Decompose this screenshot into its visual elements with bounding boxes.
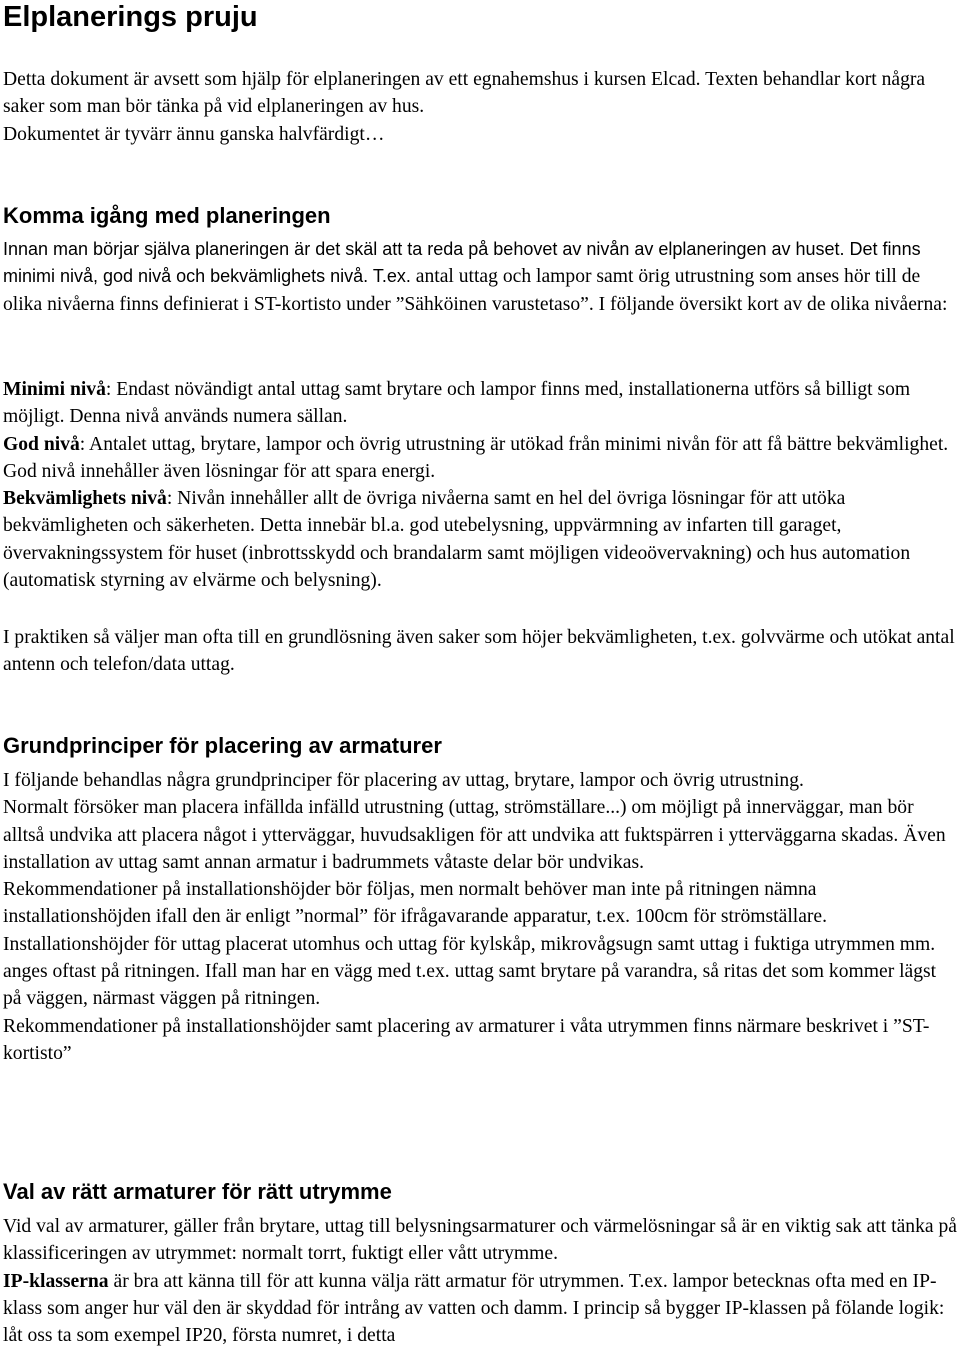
section2-paragraph: Normalt försöker man placera infällda infälld utrustning (uttag, strömställare...) om möjligt på innerväggar, man bör alltså undvika att placera något i ytterväggar, huvudsakligen för att undvika att fuktspärren i ytterväggarna skadas. Även installation av uttag samt annan armatur i badrummets våtaste delar bör undvikas.	[3, 797, 946, 873]
ip-classes-text: är bra att känna till för att kunna välja rätt armatur för utrymmen. T.ex. lampor betecknas ofta med en IP-klass som anger hur väl den är skyddad för intrång av vatten och damm. I princip så bygger IP-klassen på fölande logik: låt oss ta som exempel IP20, första numret, i detta	[3, 1270, 945, 1347]
section1-paragraph-sans-text: Innan man börjar själva planeringen är det skäl att ta reda på behovet av nivån av elplaneringen av huset. Det finns minimi nivå, god nivå och bekvämlighets nivå. T.ex.	[3, 239, 921, 287]
level-item	[3, 376, 958, 431]
level-description: : Antalet uttag, brytare, lampor och övrig utrustning är utökad från minimi nivån för att få bättre bekvämlighet. God nivå innehåller även lösningar för att spara energi.	[3, 433, 949, 482]
section1-paragraph-text: antal uttag och lampor samt örig utrustning som anses hör till de olika nivåerna finns definierat i ST-kortisto under ”Sähköinen varustetaso”. I följande översikt kort av de olika nivåerna:	[3, 266, 948, 315]
section-heading-fixture-selection: Val av rätt armaturer för rätt utrymme	[3, 1179, 392, 1204]
section2-paragraph: I följande behandlas några grundprinciper för placering av uttag, brytare, lampor och övrig utrustning.	[3, 770, 804, 791]
section-heading-getting-started: Komma igång med planeringen	[3, 203, 331, 228]
level-term: Bekvämlighets nivå	[3, 488, 167, 510]
section3-body	[3, 1213, 958, 1349]
section1-paragraph	[3, 236, 958, 318]
level-term: God nivå	[3, 433, 80, 455]
section2-body	[3, 767, 958, 1067]
intro-text: Detta dokument är avsett som hjälp för elplaneringen av ett egnahemshus i kursen Elcad. Texten behandlar kort några saker som man bör tänka på vid elplaneringen av hus.	[3, 69, 926, 118]
intro-note: Dokumentet är tyvärr ännu ganska halvfärdigt…	[3, 123, 385, 145]
level-item	[3, 431, 958, 486]
section3-paragraph	[3, 1268, 958, 1350]
level-item	[3, 485, 958, 594]
ip-classes-term: IP-klasserna	[3, 1270, 109, 1292]
level-term: Minimi nivå	[3, 379, 106, 400]
section2-paragraph: Rekommendationer på installationshöjder samt placering av armaturer i våta utrymmen finns närmare beskrivet i ”ST-kortisto”	[3, 1015, 930, 1064]
practice-paragraph: I praktiken så väljer man ofta till en grundlösning även saker som höjer bekvämligheten, t.ex. golvvärme och utökat antal antenn och telefon/data uttag.	[3, 627, 955, 676]
section2-paragraph: Rekommendationer på installationshöjder bör följas, men normalt behöver man inte på ritningen nämna installationshöjden ifall den är enligt ”normal” för ifrågavarande apparatur, t.ex. 100cm för strömställare. Installationshöjder för uttag placerat utomhus och uttag för kylskåp, mikrovågsugn samt uttag i fuktiga utrymmen mm. anges oftast på ritningen. Ifall man har en vägg med t.ex. uttag samt brytare på varandra, så ritas det som kommer lägst på väggen, närmast väggen på ritningen.	[3, 879, 937, 1010]
section3-paragraph: Vid val av armaturer, gäller från brytare, uttag till belysningsarmaturer och värmelösningar så är en viktig sak att tänka på klassificeringen av utrymmet: normalt torrt, fuktigt eller vått utrymme.	[3, 1216, 957, 1265]
levels-list	[3, 376, 958, 594]
document-title: Elplanerings pruju	[3, 1, 258, 33]
level-description: : Endast növändigt antal uttag samt brytare och lampor finns med, installationerna utförs så billigt som möjligt. Denna nivå används numera sällan.	[3, 379, 911, 428]
intro-paragraph	[3, 66, 958, 148]
level-description: : Nivån innehåller allt de övriga nivåerna samt en hel del övriga lösningar för att utöka bekvämligheten och säkerheten. Detta innebär bl.a. god utebelysning, uppvärmning av infarten till garaget, övervakningssystem för huset (inbrottsskydd och brandalarm samt möjligen videoövervakning) och hus automation (automatisk styrning av elvärme och belysning).	[3, 488, 911, 592]
section-heading-placement-principles: Grundprinciper för placering av armaturer	[3, 733, 442, 758]
